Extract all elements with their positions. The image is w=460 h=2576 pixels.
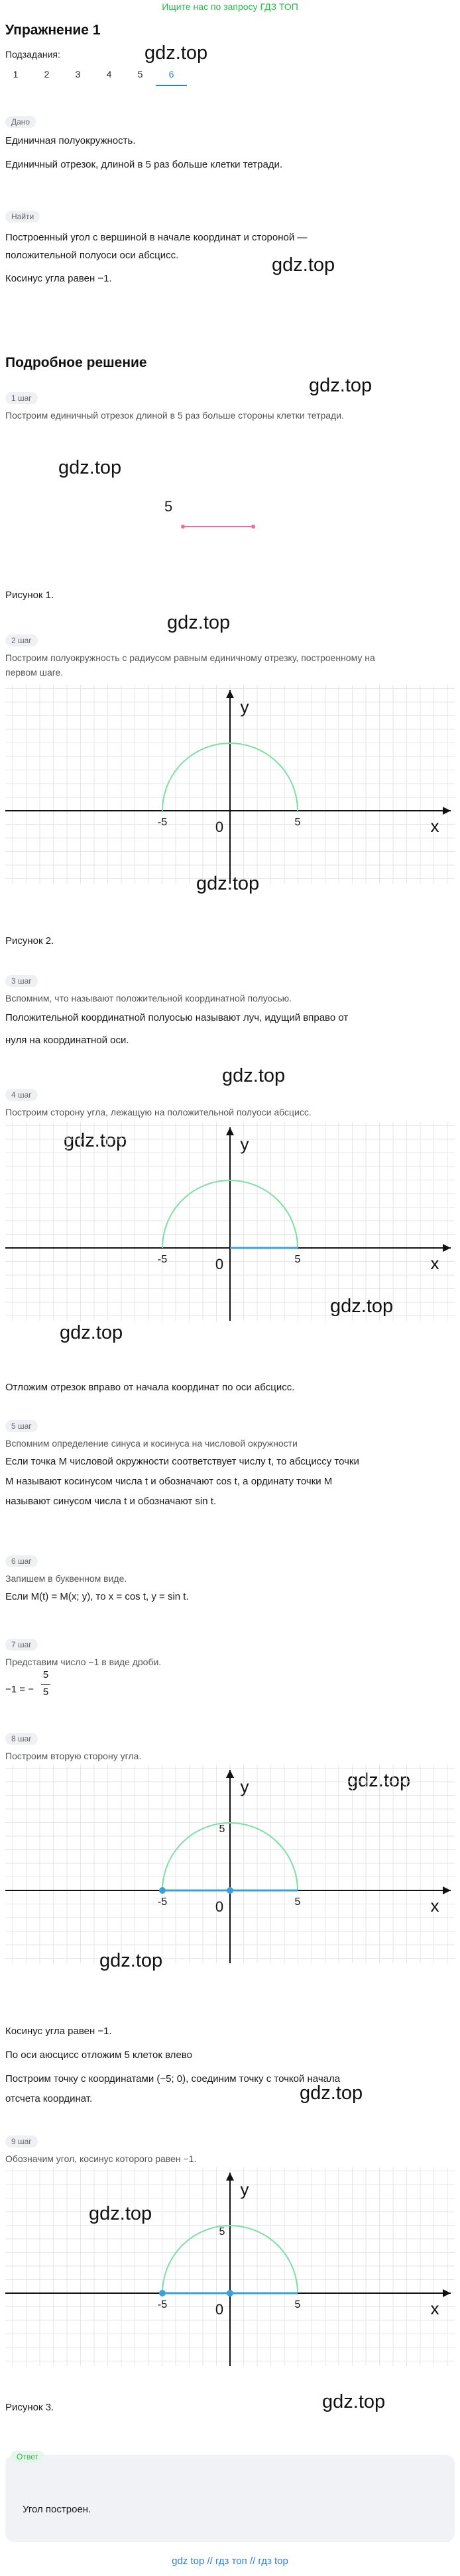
x-axis-label: x [430, 2298, 439, 2318]
page-title: Упражнение 1 [5, 23, 101, 38]
watermark: gdz.top [222, 1065, 286, 1086]
tick-label-minus-five: -5 [157, 1896, 168, 1908]
point-origin [227, 2290, 233, 2296]
step-2-chip: 2 шаг [5, 635, 38, 646]
watermark: gdz.top [167, 612, 231, 633]
tab-subtask-5[interactable]: 5 [137, 69, 143, 79]
watermark: gdz.top [99, 1950, 163, 1971]
step-6-text: Запишем в буквенном виде. [5, 1573, 127, 1584]
graph-figure-3 [5, 2167, 455, 2366]
answer-chip: Ответ [11, 2451, 44, 2463]
point-origin [227, 1887, 233, 1894]
watermark: gdz.top [196, 873, 260, 894]
origin-label: 0 [215, 2301, 224, 2318]
step-1-chip: 1 шаг [5, 392, 38, 404]
tab-subtask-6[interactable]: 6 [156, 69, 187, 86]
graph-step-8 [5, 1765, 455, 1963]
fraction-denominator: 5 [42, 1686, 49, 1698]
segment-label: 5 [164, 498, 173, 515]
watermark: gdz.top [300, 2083, 363, 2104]
tab-subtask-4[interactable]: 4 [106, 69, 112, 79]
y-axis-label: y [240, 2179, 249, 2199]
given-chip: Дано [5, 116, 36, 128]
given-line-1: Единичная полуокружность. [5, 135, 136, 146]
step-3-body-2: нуля на координатной оси. [5, 1035, 129, 1046]
step-7-chip: 7 шаг [5, 1639, 38, 1651]
step-6-chip: 6 шаг [5, 1555, 38, 1567]
step-5-body-3: называют синусом числа t и обозначают sin t. [5, 1496, 217, 1507]
after-step-8-2: По оси аюсцисс отложим 5 клеток влево [5, 2049, 192, 2061]
y-axis-label: y [240, 697, 249, 717]
origin-label: 0 [215, 1898, 224, 1915]
answer-box [5, 2452, 455, 2542]
figure-1-caption: Рисунок 1. [5, 590, 54, 601]
watermark: gdz.top [58, 457, 122, 478]
step-5-body-2: M называют косинусом числа t и обозначают cos t, а ординату точки M [5, 1476, 333, 1487]
step-5-text: Вспомним определение синуса и косинуса на числовой окружности [5, 1438, 298, 1449]
fraction-numerator: 5 [42, 1669, 49, 1680]
tick-label-five: 5 [294, 817, 301, 828]
tab-subtask-3[interactable]: 3 [75, 69, 81, 79]
find-chip: Найти [5, 211, 40, 223]
graph-figure-2 [5, 685, 455, 884]
point-minus-five [159, 2290, 166, 2296]
subtask-tabs [0, 69, 187, 86]
step-9-chip: 9 шаг [5, 2136, 38, 2147]
figure-3-caption: Рисунок 3. [5, 2402, 54, 2413]
tick-label-five: 5 [294, 1896, 301, 1908]
tick-label-five: 5 [294, 2299, 301, 2310]
tab-subtask-1[interactable]: 1 [13, 69, 19, 79]
step-3-text: Вспомним, что называют положительной координатной полуосью. [5, 993, 292, 1004]
footer-links[interactable]: gdz top // гдз топ // гдз top [172, 2555, 288, 2567]
watermark: gdz.top [89, 2203, 152, 2224]
tick-label-y-five: 5 [219, 2226, 225, 2238]
y-axis-label: y [240, 1134, 249, 1154]
origin-label: 0 [215, 819, 224, 835]
after-step-8-3: Построим точку с координатами (−5; 0), соединим точку с точкой начала [5, 2073, 341, 2085]
step-3-body-1: Положительной координатной полуосью называют луч, идущий вправо от [5, 1012, 349, 1023]
after-step-8-4: отсчета координат. [5, 2093, 93, 2104]
step-1-text: Построим единичный отрезок длиной в 5 раз больше стороны клетки тетради. [5, 410, 344, 421]
x-axis-arrow [443, 1886, 451, 1894]
solution-title: Подробное решение [5, 355, 147, 370]
graph-step-4 [5, 1122, 455, 1321]
watermark: gdz.top [322, 2391, 386, 2412]
step-8-text: Построим вторую сторону угла. [5, 1751, 142, 1761]
unit-segment [179, 517, 259, 537]
x-axis-arrow [443, 2289, 451, 2297]
watermark: gdz.top [60, 1322, 123, 1343]
fraction-bar [41, 1684, 50, 1685]
figure-2-caption: Рисунок 2. [5, 935, 54, 947]
find-line-3: Косинус угла равен −1. [5, 273, 112, 284]
step-4-text: Построим сторону угла, лежащую на положительной полуоси абсцисс. [5, 1107, 312, 1117]
given-line-2: Единичный отрезок, длиной в 5 раз больше клетки тетради. [5, 159, 283, 170]
point-minus-five [159, 1887, 166, 1894]
step-8-chip: 8 шаг [5, 1733, 38, 1745]
find-line-2: положительной полуоси оси абсцисс. [5, 250, 179, 261]
answer-text: Угол построен. [23, 2504, 91, 2515]
step-3-chip: 3 шаг [5, 975, 38, 987]
x-axis-arrow [443, 807, 451, 815]
tick-label-minus-five: -5 [157, 1254, 168, 1265]
y-axis-arrow [226, 690, 234, 698]
watermark: gdz.top [144, 42, 208, 64]
y-axis-arrow [226, 2173, 234, 2181]
step-6-body: Если M(t) = M(x; y), то x = cos t, y = sin t. [5, 1591, 189, 1602]
tab-subtask-2[interactable]: 2 [44, 69, 50, 79]
step-9-text: Обозначим угол, косинус которого равен −1. [5, 2153, 197, 2164]
tick-label-minus-five: -5 [157, 2299, 168, 2310]
step-5-chip: 5 шаг [5, 1420, 38, 1432]
step-7-text: Представим число −1 в виде дроби. [5, 1657, 162, 1667]
tick-label-minus-five: -5 [157, 817, 168, 828]
after-step-8-1: Косинус угла равен −1. [5, 2026, 112, 2037]
step-2-text-1: Построим полуокружность с радиусом равным единичному отрезку, построенному на [5, 652, 375, 663]
tick-label-y-five: 5 [219, 1824, 225, 1835]
y-axis-arrow [226, 1770, 234, 1778]
x-axis-label: x [430, 1253, 439, 1273]
tick-label-five: 5 [294, 1254, 301, 1265]
watermark: gdz.top [64, 1130, 127, 1151]
subtasks-label: Подзадания: [5, 49, 60, 60]
y-axis-arrow [226, 1127, 234, 1135]
x-axis-label: x [430, 816, 439, 836]
watermark: gdz.top [330, 1296, 394, 1317]
step-2-text-2: первом шаге. [5, 667, 64, 678]
watermark: gdz.top [309, 375, 373, 396]
step-7-lhs: −1 = − [5, 1684, 34, 1695]
y-axis-label: y [240, 1777, 249, 1796]
find-line-1: Построенный угол с вершиной в начале координат и стороной — [5, 232, 308, 243]
origin-label: 0 [215, 1256, 224, 1272]
segment-endpoint [181, 525, 185, 529]
watermark: gdz.top [272, 254, 335, 276]
step-5-body-1: Если точка M числовой окружности соответствует числу t, то абсциссу точки [5, 1456, 359, 1467]
segment-endpoint [251, 525, 255, 529]
after-step-4: Отложим отрезок вправо от начала координат по оси абсцисс. [5, 1382, 295, 1393]
promo-banner[interactable]: Ищите нас по запросу ГДЗ ТОП [162, 1, 298, 12]
watermark: gdz.top [347, 1770, 411, 1791]
step-4-chip: 4 шаг [5, 1089, 38, 1101]
x-axis-arrow [443, 1244, 451, 1252]
x-axis-label: x [430, 1896, 439, 1916]
